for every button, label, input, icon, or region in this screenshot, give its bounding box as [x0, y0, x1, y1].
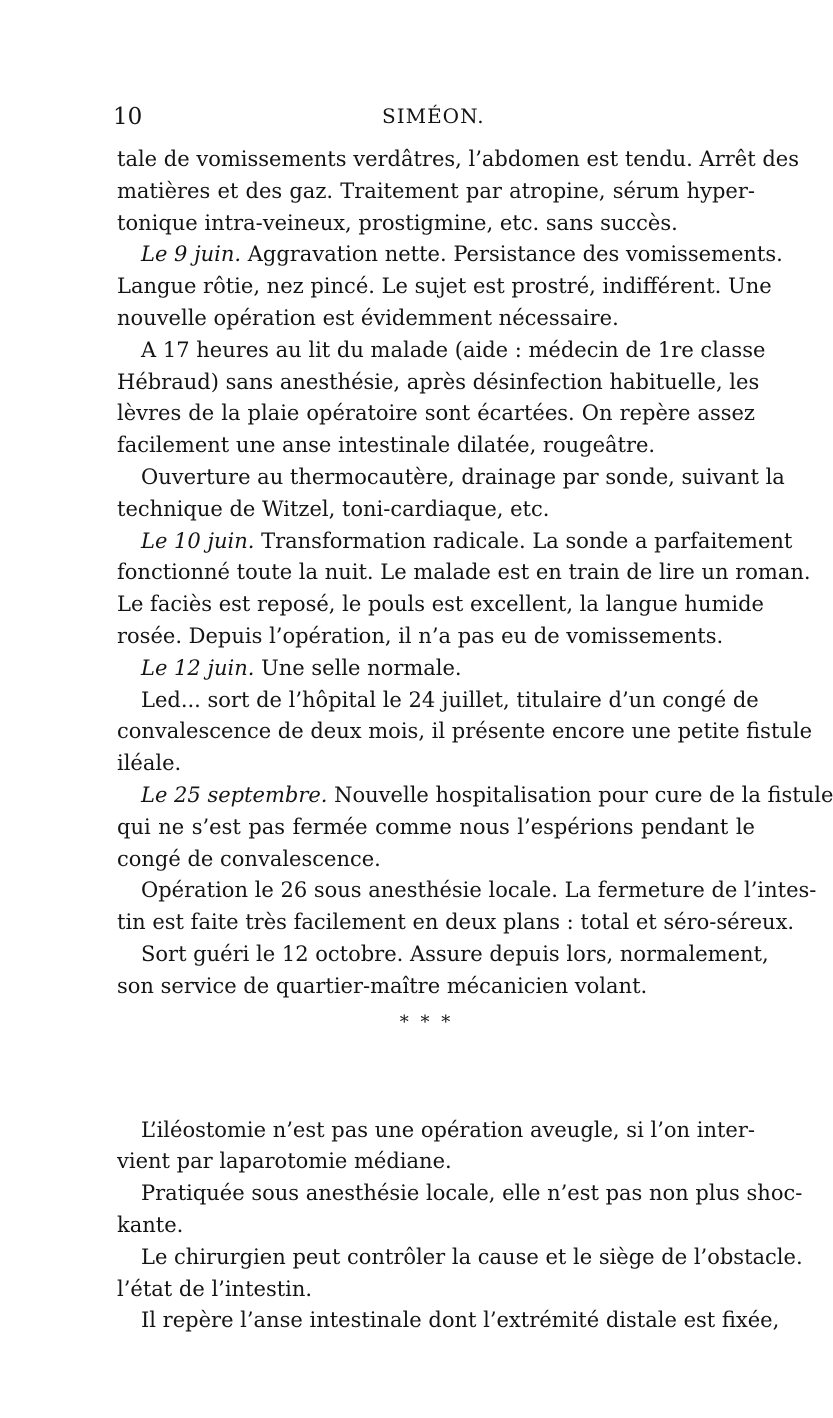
text-line: iléale.	[117, 751, 182, 776]
text-line: matières et des gaz. Traitement par atropine, sérum hyper-	[117, 178, 755, 203]
text-line: l’état de l’intestin.	[117, 1276, 313, 1301]
section-separator	[395, 1014, 455, 1032]
text-run: Nouvelle hospitalisation pour cure de la fistule	[327, 782, 833, 807]
text-line: Sort guéri le 12 octobre. Assure depuis lors, normalement,	[141, 941, 769, 966]
text-line: qui ne s’est pas fermée comme nous l’espérions pendant le	[117, 814, 755, 839]
text-line: lèvres de la plaie opératoire sont écartées. On repère assez	[117, 401, 755, 426]
date-label: Le 9 juin.	[141, 242, 242, 267]
text-line: facilement une anse intestinale dilatée, rougeâtre.	[117, 433, 656, 458]
date-label: Le 25 septembre.	[141, 782, 328, 807]
text-line	[117, 239, 783, 271]
text-line: Langue rôtie, nez pincé. Le sujet est prostré, indifférent. Une	[117, 274, 772, 299]
text-run: Une selle normale.	[254, 655, 462, 680]
text-line: Pratiquée sous anesthésie locale, elle n’est pas non plus shoc-	[141, 1181, 803, 1206]
text-line: tale de vomissements verdâtres, l’abdomen est tendu. Arrêt des	[117, 147, 799, 171]
text-line: Ouverture au thermocautère, drainage par sonde, suivant la	[141, 464, 785, 489]
date-label: Le 10 juin.	[141, 528, 255, 553]
text-line: Led... sort de l’hôpital le 24 juillet, titulaire d’un congé de	[141, 687, 759, 712]
text-line: Le chirurgien peut contrôler la cause et le siège de l’obstacle.	[141, 1244, 803, 1269]
text-line	[117, 653, 755, 685]
text-line: congé de convalescence.	[117, 846, 381, 871]
text-line: Opération le 26 sous anesthésie locale. La fermeture de l’intes-	[141, 878, 817, 903]
text-line: technique de Witzel, toni-cardiaque, etc.	[117, 496, 550, 521]
text-line: A 17 heures au lit du malade (aide : médecin de 1re classe	[141, 337, 766, 362]
text-line: rosée. Depuis l’opération, il n’a pas eu de vomissements.	[117, 623, 724, 648]
date-label: Le 12 juin.	[141, 655, 255, 680]
text-line	[117, 526, 793, 558]
text-line: Hébraud) sans anesthésie, après désinfection habituelle, les	[117, 369, 760, 394]
page-number: 10	[113, 104, 143, 130]
text-line: fonctionné toute la nuit. Le malade est en train de lire un roman.	[117, 560, 811, 585]
text-run: Transformation radicale. La sonde a parfaitement	[254, 528, 793, 553]
text-line	[117, 780, 833, 812]
text-line: kante.	[117, 1212, 184, 1237]
text-line: convalescence de deux mois, il présente encore une petite fistule	[117, 719, 813, 744]
text-line: Il repère l’anse intestinale dont l’extrémité distale est fixée,	[141, 1308, 780, 1333]
separator-stars: * * *	[399, 1012, 451, 1033]
text-line: tin est faite très facilement en deux plans : total et séro-séreux.	[117, 910, 795, 935]
running-title: SIMÉON.	[382, 104, 485, 128]
text-line: son service de quartier-maître mécanicien volant.	[117, 973, 648, 998]
text-line: L’iléostomie n’est pas une opération aveugle, si l’on inter-	[141, 1117, 755, 1142]
text-line: Le faciès est reposé, le pouls est excellent, la langue humide	[117, 592, 764, 617]
text-line: nouvelle opération est évidemment nécessaire.	[117, 305, 619, 330]
page-header	[0, 96, 800, 136]
text-line: tonique intra-veineux, prostigmine, etc. sans succès.	[117, 210, 678, 235]
body-text	[117, 144, 833, 1337]
text-line: vient par laparotomie médiane.	[117, 1149, 452, 1174]
text-run: Aggravation nette. Persistance des vomissements.	[241, 242, 783, 267]
